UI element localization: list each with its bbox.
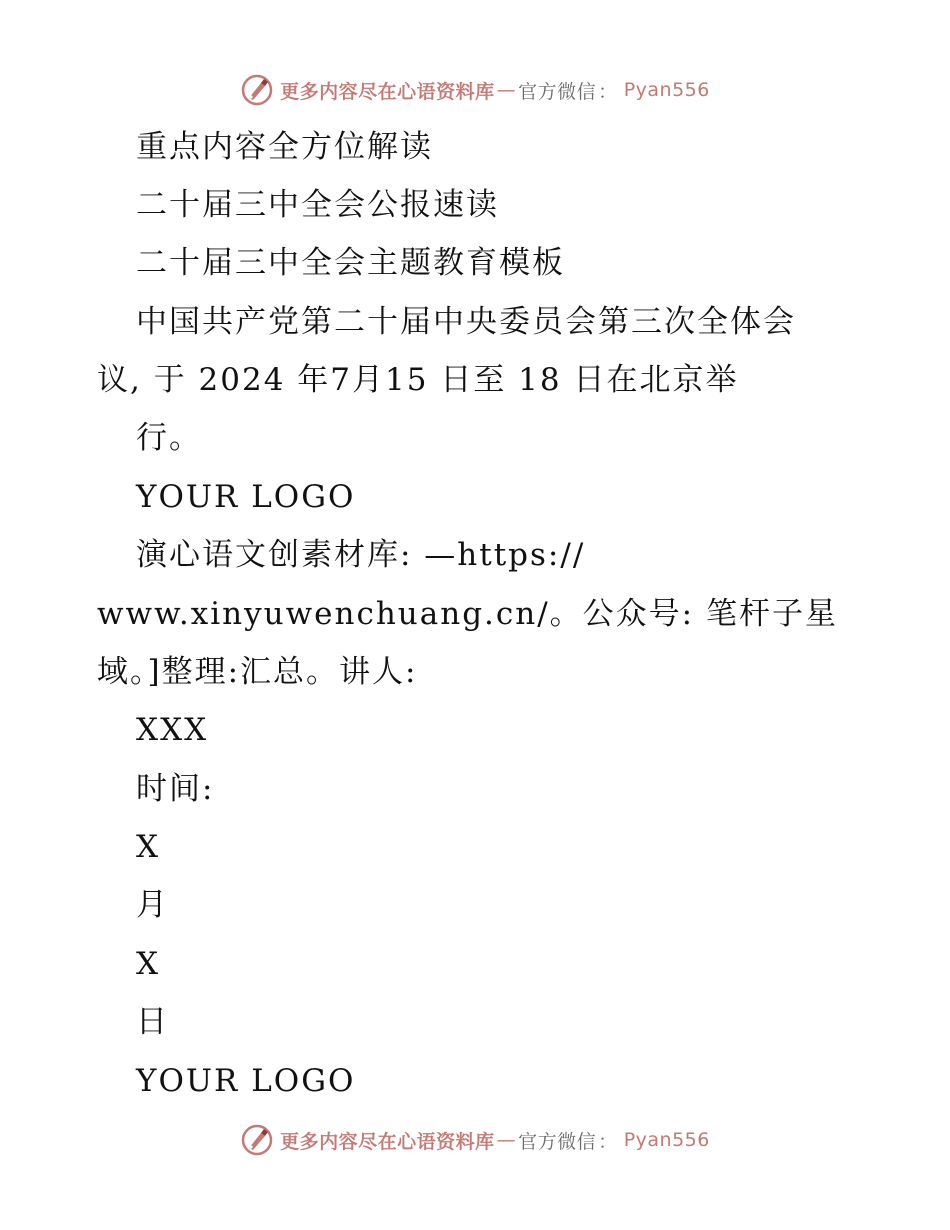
doc-line-organizer: 域。]整理:汇总。讲人: [97, 654, 418, 690]
wechat-label: 官方微信 [518, 80, 597, 103]
doc-line-paragraph: 中国共产党第二十届中央委员会第三次全体会 [136, 304, 796, 340]
doc-line-month-unit: 月 [136, 887, 169, 923]
site-name-text: 更多内容尽在心语资料库 [280, 1130, 495, 1153]
doc-line-heading-2: 二十届三中全会公报速读 [136, 187, 499, 223]
doc-line-paragraph-end: 行。 [136, 420, 202, 456]
footer-banner [0, 1120, 950, 1160]
wechat-handle: Pyan556 [623, 79, 710, 101]
pen-nib-logo-icon [240, 1123, 274, 1157]
doc-line-day-value: X [136, 946, 161, 982]
doc-line-paragraph-cont: 议, 于 2024 年7月15 日至 18 日在北京举 [97, 362, 739, 398]
banner-colon: ： [598, 80, 618, 103]
doc-line-source: 演心语文创素材库: —https:// [136, 537, 586, 573]
doc-line-month-value: X [136, 829, 161, 865]
banner-dash: — [496, 1129, 517, 1151]
banner-colon: ： [598, 1130, 618, 1153]
doc-line-url: www.xinyuwenchuang.cn/。公众号: 笔杆子星 [97, 596, 838, 632]
doc-line-heading-3: 二十届三中全会主题教育模板 [136, 245, 565, 281]
banner-dash: — [496, 79, 517, 101]
doc-line-day-unit: 日 [136, 1004, 169, 1040]
doc-line-speaker: XXX [136, 712, 209, 748]
doc-line-logo-text-2: YOUR LOGO [136, 1063, 356, 1099]
site-name-text: 更多内容尽在心语资料库 [280, 80, 495, 103]
wechat-label: 官方微信 [518, 1130, 597, 1153]
wechat-handle: Pyan556 [623, 1129, 710, 1151]
doc-line-heading-1: 重点内容全方位解读 [136, 129, 433, 165]
doc-line-logo-text: YOUR LOGO [136, 479, 356, 515]
doc-line-time-label: 时间: [136, 771, 215, 807]
